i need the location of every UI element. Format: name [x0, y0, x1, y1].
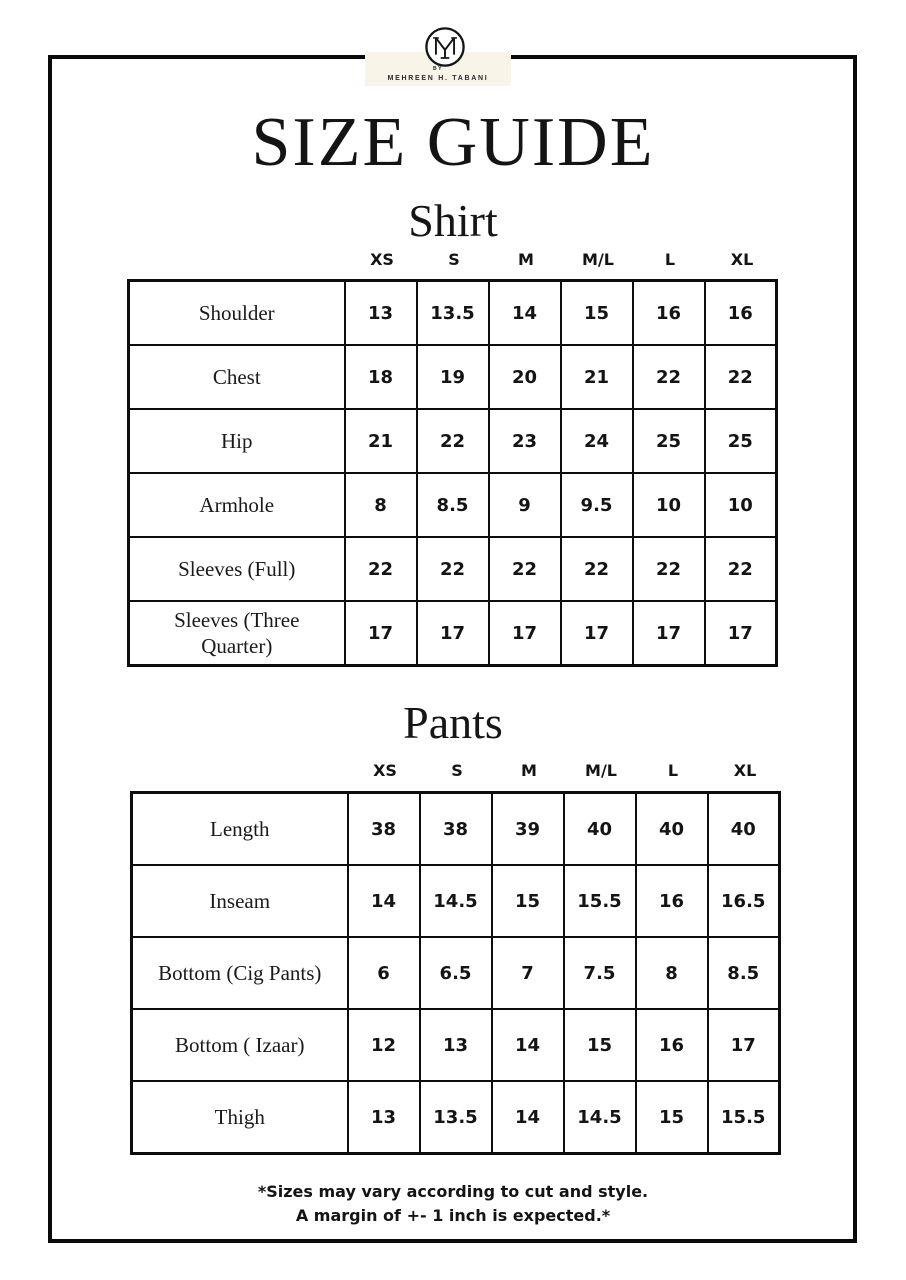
size-value: 22 — [345, 537, 417, 601]
size-value: 19 — [417, 345, 489, 409]
size-column-header: XL — [730, 250, 754, 269]
size-value: 22 — [561, 537, 633, 601]
size-value: 17 — [417, 601, 489, 666]
measurement-label: Armhole — [129, 473, 345, 537]
size-value: 20 — [489, 345, 561, 409]
size-value: 9.5 — [561, 473, 633, 537]
size-column-header: M/L — [582, 250, 614, 269]
size-value: 22 — [633, 537, 705, 601]
size-value: 14.5 — [564, 1081, 636, 1154]
measurement-label: Sleeves (Three Quarter) — [129, 601, 345, 666]
size-column-header: S — [448, 250, 460, 269]
size-value: 12 — [348, 1009, 420, 1081]
size-value: 8 — [345, 473, 417, 537]
size-value: 15.5 — [564, 865, 636, 937]
size-value: 21 — [345, 409, 417, 473]
size-value: 17 — [345, 601, 417, 666]
size-value: 22 — [417, 537, 489, 601]
size-value: 7.5 — [564, 937, 636, 1009]
measurement-row — [132, 937, 780, 1009]
measurement-row — [129, 473, 777, 537]
size-value: 8 — [636, 937, 708, 1009]
measurement-row — [132, 1081, 780, 1154]
shirt-size-table — [127, 279, 778, 667]
size-value: 24 — [561, 409, 633, 473]
size-value: 22 — [705, 537, 777, 601]
size-column-header: M — [518, 250, 534, 269]
size-value: 13 — [345, 281, 417, 346]
measurement-label: Bottom ( Izaar) — [132, 1009, 348, 1081]
size-value: 10 — [633, 473, 705, 537]
size-value: 13 — [348, 1081, 420, 1154]
size-value: 17 — [708, 1009, 780, 1081]
measurement-label: Chest — [129, 345, 345, 409]
size-value: 14.5 — [420, 865, 492, 937]
size-value: 22 — [489, 537, 561, 601]
size-column-header: L — [667, 761, 679, 780]
size-value: 25 — [633, 409, 705, 473]
size-value: 18 — [345, 345, 417, 409]
measurement-label: Bottom (Cig Pants) — [132, 937, 348, 1009]
size-value: 16 — [636, 1009, 708, 1081]
measurement-row — [129, 345, 777, 409]
brand-name: MEHREEN H. TABANI — [387, 75, 489, 82]
size-value: 22 — [633, 345, 705, 409]
size-value: 17 — [489, 601, 561, 666]
size-value: 13.5 — [417, 281, 489, 346]
size-value: 40 — [708, 793, 780, 866]
mt-monogram-icon — [424, 26, 466, 68]
size-value: 17 — [705, 601, 777, 666]
size-value: 15.5 — [708, 1081, 780, 1154]
measurement-row — [129, 601, 777, 666]
size-value: 14 — [492, 1009, 564, 1081]
size-value: 21 — [561, 345, 633, 409]
size-value: 8.5 — [417, 473, 489, 537]
brand-by-label: BY — [433, 66, 443, 72]
size-value: 40 — [636, 793, 708, 866]
size-value: 7 — [492, 937, 564, 1009]
measurement-row — [132, 1009, 780, 1081]
size-value: 13 — [420, 1009, 492, 1081]
size-value: 9 — [489, 473, 561, 537]
size-value: 16 — [636, 865, 708, 937]
shirt-size-columns-header — [130, 250, 778, 269]
size-column-header: XS — [373, 761, 397, 780]
size-value: 15 — [561, 281, 633, 346]
size-value: 13.5 — [420, 1081, 492, 1154]
measurement-row — [129, 281, 777, 346]
section-heading-pants: Pants — [403, 697, 503, 748]
size-value: 14 — [489, 281, 561, 346]
size-value: 22 — [417, 409, 489, 473]
size-value: 14 — [492, 1081, 564, 1154]
measurement-label: Thigh — [132, 1081, 348, 1154]
size-value: 22 — [705, 345, 777, 409]
size-column-header: XS — [370, 250, 394, 269]
pants-size-columns-header — [133, 761, 781, 780]
measurement-label: Shoulder — [129, 281, 345, 346]
size-value: 16 — [705, 281, 777, 346]
measurement-label: Sleeves (Full) — [129, 537, 345, 601]
size-disclaimer — [0, 1180, 906, 1228]
size-value: 10 — [705, 473, 777, 537]
size-value: 15 — [492, 865, 564, 937]
size-value: 39 — [492, 793, 564, 866]
size-column-header: XL — [733, 761, 757, 780]
measurement-row — [132, 865, 780, 937]
measurement-row — [129, 537, 777, 601]
pants-size-table — [130, 791, 781, 1155]
size-value: 16 — [633, 281, 705, 346]
size-column-header: M/L — [585, 761, 617, 780]
size-value: 15 — [636, 1081, 708, 1154]
size-value: 6.5 — [420, 937, 492, 1009]
size-value: 17 — [633, 601, 705, 666]
page-title: SIZE GUIDE — [251, 104, 655, 181]
size-value: 38 — [420, 793, 492, 866]
size-column-header: S — [451, 761, 463, 780]
size-value: 40 — [564, 793, 636, 866]
measurement-row — [129, 409, 777, 473]
size-column-header: M — [521, 761, 537, 780]
size-value: 23 — [489, 409, 561, 473]
section-heading-shirt: Shirt — [408, 195, 498, 246]
size-value: 6 — [348, 937, 420, 1009]
size-disclaimer-line2: A margin of +- 1 inch is expected.* — [295, 1206, 611, 1225]
size-value: 8.5 — [708, 937, 780, 1009]
size-value: 15 — [564, 1009, 636, 1081]
size-value: 17 — [561, 601, 633, 666]
size-value: 25 — [705, 409, 777, 473]
measurement-label: Inseam — [132, 865, 348, 937]
measurement-label: Length — [132, 793, 348, 866]
size-value: 14 — [348, 865, 420, 937]
size-disclaimer-line1: *Sizes may vary according to cut and style. — [257, 1182, 649, 1201]
size-column-header: L — [664, 250, 676, 269]
size-value: 38 — [348, 793, 420, 866]
size-value: 16.5 — [708, 865, 780, 937]
measurement-label: Hip — [129, 409, 345, 473]
measurement-row — [132, 793, 780, 866]
